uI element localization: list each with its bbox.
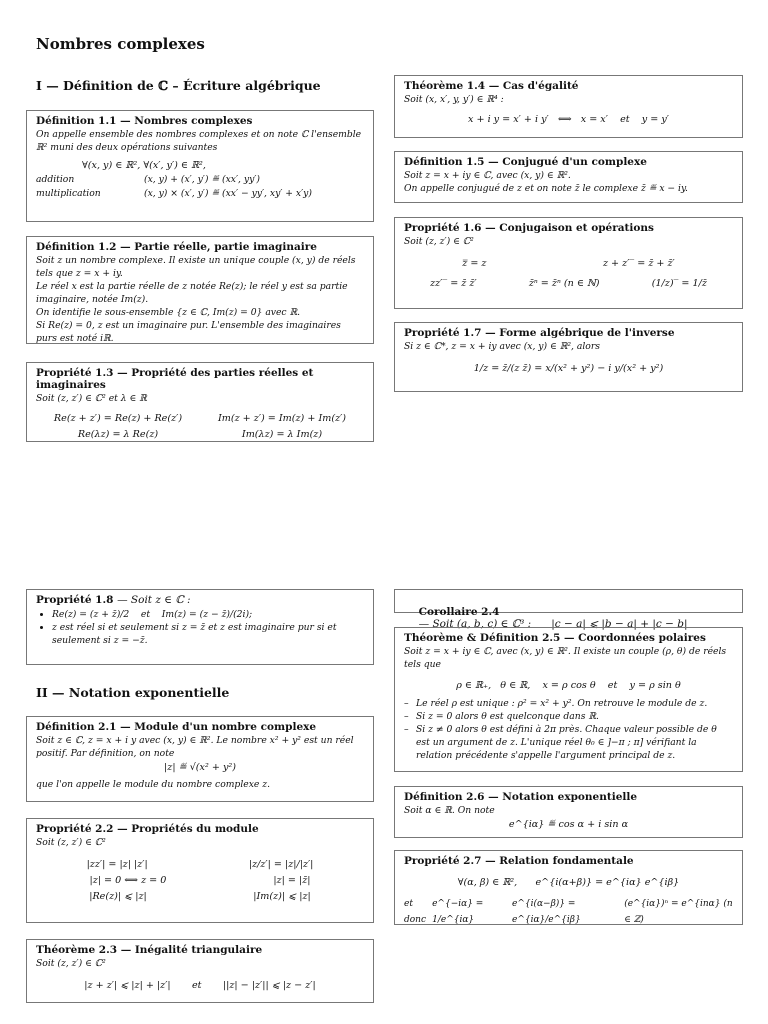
- definition-1-5-line-2: On appelle conjugué de z et on note z̄ le complexe z̄ ≝ x − iy.: [404, 183, 688, 194]
- definition-1-1-title: Définition 1.1 — Nombres complexes: [36, 115, 253, 127]
- propriete-1-8-list: [36, 608, 364, 647]
- theoreme-2-3: [26, 939, 374, 1003]
- propriete-1-3-row-1: [36, 411, 364, 427]
- multiplication-row: [36, 187, 364, 201]
- definition-1-1-quantifier: ∀(x, y) ∈ ℝ², ∀(x′, y′) ∈ ℝ²,: [82, 160, 206, 171]
- propriete-1-8: [26, 589, 374, 665]
- double-conjugate-equation: z̿ = z: [462, 258, 487, 269]
- propriete-2-2: [26, 818, 374, 923]
- modulus-im-inequality: |Im(z)| ⩽ |z|: [253, 891, 311, 902]
- propriete-2-2-row-2: [36, 873, 364, 889]
- conjugate-product-equation: zz′‾ = z̄ z̄′: [430, 278, 477, 289]
- definition-1-1-text: On appelle ensemble des nombres complexes et on note ℂ l'ensemble ℝ² muni des deux opérations suivantes: [36, 129, 362, 153]
- propriete-1-8-item-1: • Re(z) = (z + z̄)/2 et Im(z) = (z − z̄)/(2i);: [52, 608, 364, 621]
- page-title: Nombres complexes: [36, 35, 205, 53]
- propriete-1-6-row-2: [404, 276, 733, 292]
- theoreme-definition-2-5: [394, 627, 743, 772]
- propriete-1-3-subtitle: Soit (z, z′) ∈ ℂ² et λ ∈ ℝ: [36, 393, 147, 404]
- propriete-2-2-title: Propriété 2.2 — Propriétés du module: [36, 823, 259, 835]
- propriete-2-2-subtitle: Soit (z, z′) ∈ ℂ²: [36, 837, 106, 848]
- corollaire-2-4-statement: — Soit (a, b, c) ∈ ℂ³ : |c − a| ⩽ |b − a| + |c − b|: [418, 618, 688, 630]
- exp-quotient-equation: e^{i(α−β)} = e^{iα}/e^{iβ}: [512, 899, 581, 925]
- corollaire-2-4-label: Corollaire 2.4: [418, 606, 500, 618]
- theoreme-definition-2-5-item-2: – Si z = 0 alors θ est quelconque dans ℝ.: [416, 710, 733, 723]
- triangle-inequality: |z + z′| ⩽ |z| + |z′| et ||z| − |z′|| ⩽ |z − z′|: [84, 980, 316, 991]
- modulus-zero-equation: |z| = 0 ⟺ z = 0: [89, 875, 167, 886]
- theoreme-1-4: [394, 75, 743, 138]
- theoreme-1-4-subtitle: Soit (x, x′, y, y′) ∈ ℝ⁴ :: [404, 94, 504, 105]
- theoreme-2-3-title: Théorème 2.3 — Inégalité triangulaire: [36, 944, 263, 956]
- theoreme-2-3-subtitle: Soit (z, z′) ∈ ℂ²: [36, 958, 106, 969]
- im-scalar-equation: Im(λz) = λ Im(z): [241, 429, 323, 440]
- section-1-heading: I — Définition de ℂ – Écriture algébrique: [36, 78, 321, 93]
- theoreme-definition-2-5-subtitle: Soit z = x + iy ∈ ℂ, avec (x, y) ∈ ℝ². Il existe un couple (ρ, θ) de réels tels que: [404, 646, 727, 670]
- theoreme-definition-2-5-item-3: – Si z ≠ 0 alors θ est défini à 2π près. Chaque valeur possible de θ est un argument de z. L'unique réel θ₀ ∈ ]−π ; π] vérifiant la relation précédente s'appelle l'argument principal de z.: [416, 723, 733, 762]
- propriete-2-7-title: Propriété 2.7 — Relation fondamentale: [404, 855, 634, 867]
- definition-1-2-line-1: Soit z un nombre complexe. Il existe un unique couple (x, y) de réels tels que z = x + iy.: [36, 255, 356, 279]
- definition-1-1: [26, 110, 374, 222]
- propriete-1-7-title: Propriété 1.7 — Forme algébrique de l'inverse: [404, 327, 675, 339]
- propriete-2-7-row-2: [404, 896, 733, 928]
- propriete-2-7: [394, 850, 743, 925]
- multiplication-equation: (x, y) × (x′, y′) ≝ (xx′ − yy′, xy′ + x′y): [144, 188, 312, 199]
- corollaire-2-4: [394, 589, 743, 630]
- conjugate-sum-equation: z + z′‾ = z̄ + z̄′: [602, 258, 675, 269]
- theoreme-definition-2-5-list: [404, 697, 733, 762]
- propriete-1-6-subtitle: Soit (z, z′) ∈ ℂ²: [404, 236, 474, 247]
- propriete-1-3-title: Propriété 1.3 — Propriété des parties réelles et imaginaires: [36, 367, 314, 391]
- addition-equation: (x, y) + (x′, y′) ≝ (xx′, yy′): [144, 174, 260, 185]
- definition-2-6-subtitle: Soit α ∈ ℝ. On note: [404, 805, 495, 816]
- definition-1-5-line-1: Soit z = x + iy ∈ ℂ, avec (x, y) ∈ ℝ².: [404, 170, 571, 181]
- re-scalar-equation: Re(λz) = λ Re(z): [77, 429, 159, 440]
- modulus-product-equation: |zz′| = |z| |z′|: [86, 859, 148, 870]
- fundamental-relation: ∀(α, β) ∈ ℝ², e^{i(α+β)} = e^{iα} e^{iβ}: [457, 877, 680, 888]
- definition-2-1: [26, 716, 374, 802]
- multiplication-label: multiplication: [36, 188, 101, 199]
- theoreme-definition-2-5-item-1: – Le réel ρ est unique : ρ² = x² + y². On retrouve le module de z.: [416, 697, 733, 710]
- theoreme-definition-2-5-title: Théorème & Définition 2.5 — Coordonnées polaires: [404, 632, 706, 644]
- definition-1-2: [26, 236, 374, 344]
- addition-row: [36, 173, 364, 187]
- conjugate-power-equation: z̄ⁿ = z̄ⁿ (n ∈ ℕ): [528, 278, 600, 289]
- propriete-1-6-title: Propriété 1.6 — Conjugaison et opérations: [404, 222, 654, 234]
- definition-2-1-line-1: Soit z ∈ ℂ, z = x + i y avec (x, y) ∈ ℝ². Le nombre x² + y² est un réel positif. Par définition, on note: [36, 735, 354, 759]
- propriete-1-8-item-2: • z est réel si et seulement si z = z̄ et z est imaginaire pur si et seulement si z = −z̄.: [52, 621, 364, 647]
- im-sum-equation: Im(z + z′) = Im(z) + Im(z′): [217, 413, 347, 424]
- inverse-algebraic-form: 1/z = z̄/(z z̄) = x/(x² + y²) − i y/(x² + y²): [473, 363, 664, 374]
- section-2-heading: II — Notation exponentielle: [36, 685, 230, 700]
- conjugate-inverse-equation: (1/z)‾ = 1/z̄: [651, 278, 707, 289]
- modulus-conjugate-equation: |z| = |z̄|: [273, 875, 311, 886]
- propriete-1-6-row-1: [404, 256, 733, 272]
- definition-2-6-title: Définition 2.6 — Notation exponentielle: [404, 791, 638, 803]
- propriete-1-7-subtitle: Si z ∈ ℂ*, z = x + iy avec (x, y) ∈ ℝ², alors: [404, 341, 600, 352]
- et-donc-label: et donc: [404, 899, 427, 925]
- propriete-1-8-hypothesis: — Soit z ∈ ℂ :: [117, 594, 191, 606]
- propriete-1-8-label: Propriété 1.8: [36, 594, 114, 606]
- definition-1-2-line-4: Si Re(z) = 0, z est un imaginaire pur. L'ensemble des imaginaires purs est noté iℝ.: [36, 320, 341, 344]
- definition-1-2-line-2: Le réel x est la partie réelle de z notée Re(z); le réel y est sa partie imaginaire, notée Im(z).: [36, 281, 348, 305]
- modulus-definition: |z| ≝ √(x² + y²): [164, 762, 236, 773]
- re-sum-equation: Re(z + z′) = Re(z) + Re(z′): [53, 413, 183, 424]
- definition-1-5: [394, 151, 743, 203]
- propriete-1-3-row-2: [36, 427, 364, 443]
- propriete-1-8-title: [36, 594, 364, 606]
- definition-1-5-title: Définition 1.5 — Conjugué d'un complexe: [404, 156, 647, 168]
- theoreme-1-4-title: Théorème 1.4 — Cas d'égalité: [404, 80, 579, 92]
- definition-2-1-line-2: que l'on appelle le module du nombre complexe z.: [36, 779, 270, 790]
- exp-inverse-equation: e^{−iα} = 1/e^{iα}: [432, 899, 484, 925]
- propriete-1-3: [26, 362, 374, 442]
- definition-2-1-title: Définition 2.1 — Module d'un nombre complexe: [36, 721, 317, 733]
- exponential-notation-definition: e^{iα} ≝ cos α + i sin α: [508, 819, 629, 830]
- exp-power-equation: (e^{iα})ⁿ = e^{inα} (n ∈ ℤ): [624, 899, 733, 925]
- propriete-2-2-row-1: [36, 857, 364, 873]
- definition-1-2-title: Définition 1.2 — Partie réelle, partie imaginaire: [36, 241, 317, 253]
- definition-1-2-line-3: On identifie le sous-ensemble {z ∈ ℂ, Im(z) = 0} avec ℝ.: [36, 307, 301, 318]
- equality-equivalence: x + i y = x′ + i y′ ⟺ x = x′ et y = y′: [468, 114, 669, 125]
- addition-label: addition: [36, 174, 75, 185]
- propriete-1-6: [394, 217, 743, 309]
- modulus-re-inequality: |Re(z)| ⩽ |z|: [89, 891, 147, 902]
- propriete-1-7: [394, 322, 743, 392]
- definition-2-6: [394, 786, 743, 838]
- propriete-2-2-row-3: [36, 889, 364, 905]
- modulus-quotient-equation: |z/z′| = |z|/|z′|: [248, 859, 314, 870]
- polar-coordinates-equation: ρ ∈ ℝ₊, θ ∈ ℝ, x = ρ cos θ et y = ρ sin θ: [456, 680, 681, 691]
